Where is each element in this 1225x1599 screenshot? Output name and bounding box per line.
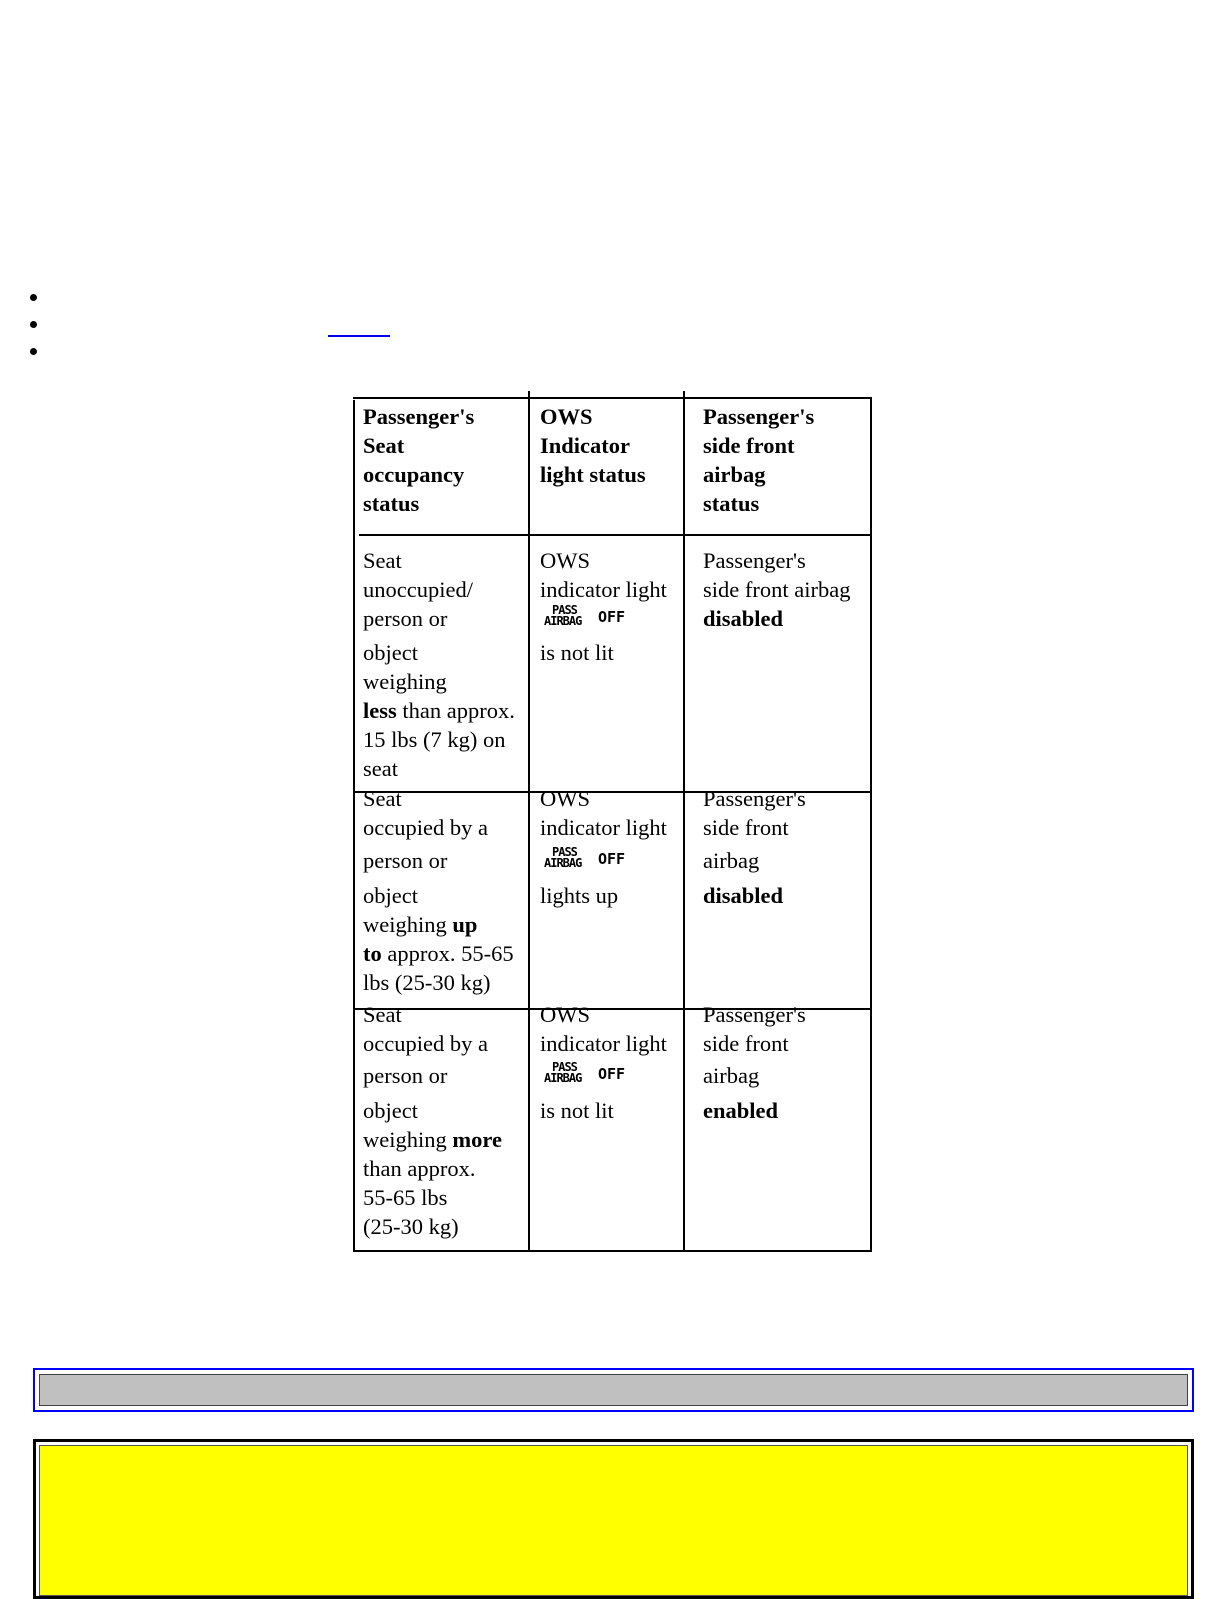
cell-text-line: 15 lbs (7 kg) on (363, 727, 506, 752)
cell-text-line: status (703, 491, 760, 516)
cell-text-line: person or (363, 1063, 448, 1088)
bullet-list (0, 288, 600, 369)
cell-text-line: 55-65 lbs (363, 1185, 448, 1210)
cell-text-line: OWS (540, 786, 590, 811)
table-row-3-airbag (703, 1000, 806, 1125)
table-row-2-indicator (540, 784, 667, 910)
bullet-dot-icon (30, 321, 37, 328)
table-row-3-indicator (540, 1000, 667, 1125)
navigation-bar (33, 1368, 1194, 1412)
cell-text-line: disabled (703, 606, 784, 631)
cell-text-line: less (363, 698, 397, 723)
cell-text-line: person or (363, 848, 448, 873)
table-row-1-indicator (540, 546, 667, 667)
cell-text-line: Passenger's (703, 1002, 806, 1027)
cell-text-line: airbag (703, 848, 760, 873)
cell-text-line: enabled (703, 1098, 779, 1123)
cell-text-line: up (452, 912, 478, 937)
cell-text-line: object (363, 640, 418, 665)
cell-text-line: airbag (703, 1063, 760, 1088)
header-divider (359, 534, 872, 536)
cell-text-line: occupancy (363, 462, 465, 487)
table-row-2-occupancy (363, 784, 514, 997)
table-row-2-airbag (703, 784, 806, 910)
cell-text-line: occupied by a (363, 1031, 488, 1056)
cell-text-line: OWS (540, 404, 593, 429)
cell-text-line: weighing (363, 669, 447, 694)
cell-text-line: lbs (25-30 kg) (363, 970, 491, 995)
cell-text-line: side front (703, 815, 789, 840)
cell-text-line: indicator light (540, 815, 667, 840)
cell-text-line: (25-30 kg) (363, 1214, 459, 1239)
cell-text-line: than approx. (396, 698, 515, 723)
cell-text-line: is not lit (540, 1098, 614, 1123)
cell-text-line: AIRBAG (544, 614, 582, 628)
cell-text-line: Passenger's (703, 786, 806, 811)
cell-text-line: PASS (552, 845, 577, 859)
header-ows-indicator (540, 402, 646, 489)
pass-airbag-off-icon (540, 604, 630, 633)
cell-text-line: is not lit (540, 640, 614, 665)
cell-text-line: disabled (703, 883, 784, 908)
cell-text-line: occupied by a (363, 815, 488, 840)
table-divider-1 (528, 391, 530, 1252)
cell-text-line: person or (363, 606, 448, 631)
cell-text-line: OFF (598, 850, 626, 868)
cell-text-line: side front (703, 433, 795, 458)
table-divider-2 (683, 391, 685, 1252)
cell-text-line: Seat (363, 433, 405, 458)
ows-status-table (353, 397, 872, 1252)
pass-airbag-off-icon (540, 1061, 630, 1090)
table-border-bottom (353, 1250, 872, 1252)
table-row-1-airbag (703, 546, 850, 633)
cell-text-line: side front (703, 1031, 789, 1056)
warning-box (33, 1439, 1194, 1599)
table-border-right (870, 397, 872, 1252)
cell-text-line: OWS (540, 1002, 590, 1027)
cell-text-line: side front airbag (703, 577, 851, 602)
table-border-top (353, 397, 872, 399)
cell-text-line: weighing (363, 1127, 453, 1152)
cell-text-line: airbag (703, 462, 766, 487)
cell-text-line: Passenger's (703, 548, 806, 573)
cell-text-line: lights up (540, 883, 619, 908)
table-border-left (353, 400, 355, 1252)
list-item (0, 315, 600, 342)
cell-text-line: OFF (598, 608, 626, 626)
cell-text-line: indicator light (540, 1031, 667, 1056)
cell-text-line: AIRBAG (544, 1071, 582, 1085)
cell-text-line: Seat (363, 548, 402, 573)
cell-text-line: status (363, 491, 420, 516)
cell-text-line: OWS (540, 548, 590, 573)
bullet-dot-icon (30, 294, 37, 301)
page-link[interactable] (328, 315, 390, 337)
cell-text-line: Passenger's (703, 404, 815, 429)
cell-text-line: AIRBAG (544, 856, 582, 870)
cell-text-line: weighing (363, 912, 453, 937)
cell-text-line: PASS (552, 1060, 577, 1074)
cell-text-line: Indicator (540, 433, 630, 458)
header-airbag-status (703, 402, 814, 518)
bullet-dot-icon (30, 348, 37, 355)
warning-box-fill (39, 1445, 1188, 1596)
pass-airbag-off-icon (540, 846, 630, 875)
table-row-3-occupancy (363, 1000, 502, 1241)
header-seat-occupancy (363, 402, 474, 518)
cell-text-line: more (452, 1127, 502, 1152)
list-item (0, 342, 600, 369)
cell-text-line: object (363, 883, 418, 908)
cell-text-line: approx. 55-65 (381, 941, 514, 966)
cell-text-line: to (363, 941, 382, 966)
cell-text-line: than approx. (363, 1156, 476, 1181)
cell-text-line: unoccupied/ (363, 577, 473, 602)
list-item (0, 288, 600, 315)
cell-text-line: OFF (598, 1065, 626, 1083)
cell-text-line: Passenger's (363, 404, 475, 429)
cell-text-line: seat (363, 756, 398, 781)
cell-text-line: PASS (552, 603, 577, 617)
cell-text-line: Seat (363, 786, 402, 811)
table-row-1-occupancy (363, 546, 515, 783)
cell-text-line: light status (540, 462, 646, 487)
cell-text-line: object (363, 1098, 418, 1123)
cell-text-line: Seat (363, 1002, 402, 1027)
navigation-bar-fill (39, 1374, 1188, 1406)
cell-text-line: indicator light (540, 577, 667, 602)
